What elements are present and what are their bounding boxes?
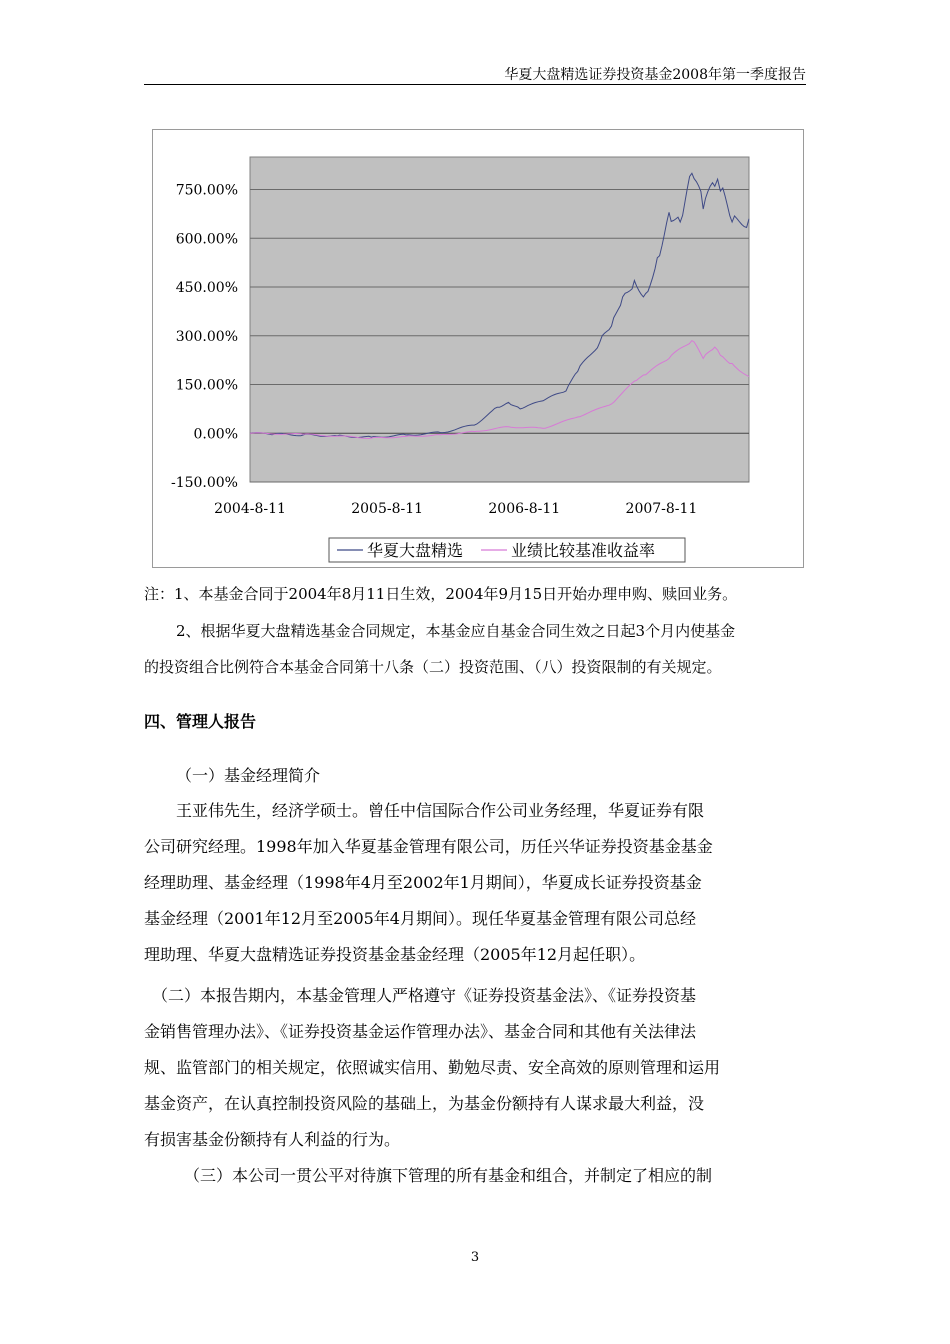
subsection-title: （一）基金经理简介 bbox=[176, 766, 321, 785]
y-tick-label: 600.00% bbox=[175, 231, 238, 248]
chart-svg bbox=[153, 130, 803, 567]
compliance-line-3: 规、监管部门的相关规定，依照诚实信用、勤勉尽责、安全高效的原则管理和运用 bbox=[144, 1058, 721, 1077]
legend-label: 华夏大盘精选 bbox=[367, 541, 464, 560]
page-number: 3 bbox=[470, 1250, 480, 1265]
y-tick-label: 750.00% bbox=[175, 182, 238, 199]
x-tick-label: 2007-8-11 bbox=[625, 501, 698, 517]
note-1: 注：1、本基金合同于2004年8月11日生效，2004年9月15日开始办理申购、赎回业务。 bbox=[144, 585, 738, 603]
fairness-line-1: （三）本公司一贯公平对待旗下管理的所有基金和组合，并制定了相应的制 bbox=[184, 1166, 713, 1185]
y-tick-label: 300.00% bbox=[175, 328, 238, 345]
bio-line-1: 王亚伟先生，经济学硕士。曾任中信国际合作公司业务经理，华夏证券有限 bbox=[176, 801, 705, 820]
section-title: 四、管理人报告 bbox=[144, 712, 257, 731]
note-2-line-1: 2、根据华夏大盘精选基金合同规定，本基金应自基金合同生效之日起3个月内使基金 bbox=[176, 622, 736, 640]
compliance-line-5: 有损害基金份额持有人利益的行为。 bbox=[144, 1130, 401, 1149]
y-tick-label: -150.00% bbox=[170, 475, 238, 491]
bio-line-4: 基金经理（2001年12月至2005年4月期间）。现任华夏基金管理有限公司总经 bbox=[144, 909, 696, 928]
compliance-line-2: 金销售管理办法》、《证券投资基金运作管理办法》、基金合同和其他有关法律法 bbox=[144, 1022, 697, 1041]
x-tick-label: 2005-8-11 bbox=[351, 501, 424, 517]
report-title: 华夏大盘精选证券投资基金2008年第一季度报告 bbox=[504, 67, 806, 83]
y-tick-label: 150.00% bbox=[175, 377, 238, 394]
y-tick-label: 0.00% bbox=[193, 426, 238, 443]
page-header bbox=[144, 60, 806, 85]
performance-chart bbox=[152, 129, 804, 568]
x-tick-label: 2004-8-11 bbox=[214, 501, 286, 517]
legend-label: 业绩比较基准收益率 bbox=[511, 541, 656, 560]
bio-line-5: 理助理、华夏大盘精选证券投资基金基金经理（2005年12月起任职）。 bbox=[144, 945, 646, 964]
compliance-line-1: （二）本报告期内，本基金管理人严格遵守《证券投资基金法》、《证券投资基 bbox=[152, 986, 697, 1005]
bio-line-3: 经理助理、基金经理（1998年4月至2002年1月期间），华夏成长证券投资基金 bbox=[144, 873, 702, 892]
bio-line-2: 公司研究经理。1998年加入华夏基金管理有限公司，历任兴华证券投资基金基金 bbox=[144, 837, 713, 856]
note-2-line-2: 的投资组合比例符合本基金合同第十八条（二）投资范围、（八）投资限制的有关规定。 bbox=[144, 658, 722, 676]
compliance-line-4: 基金资产，在认真控制投资风险的基础上，为基金份额持有人谋求最大利益，没 bbox=[144, 1094, 705, 1113]
x-tick-label: 2006-8-11 bbox=[488, 501, 561, 517]
y-tick-label: 450.00% bbox=[175, 280, 238, 296]
